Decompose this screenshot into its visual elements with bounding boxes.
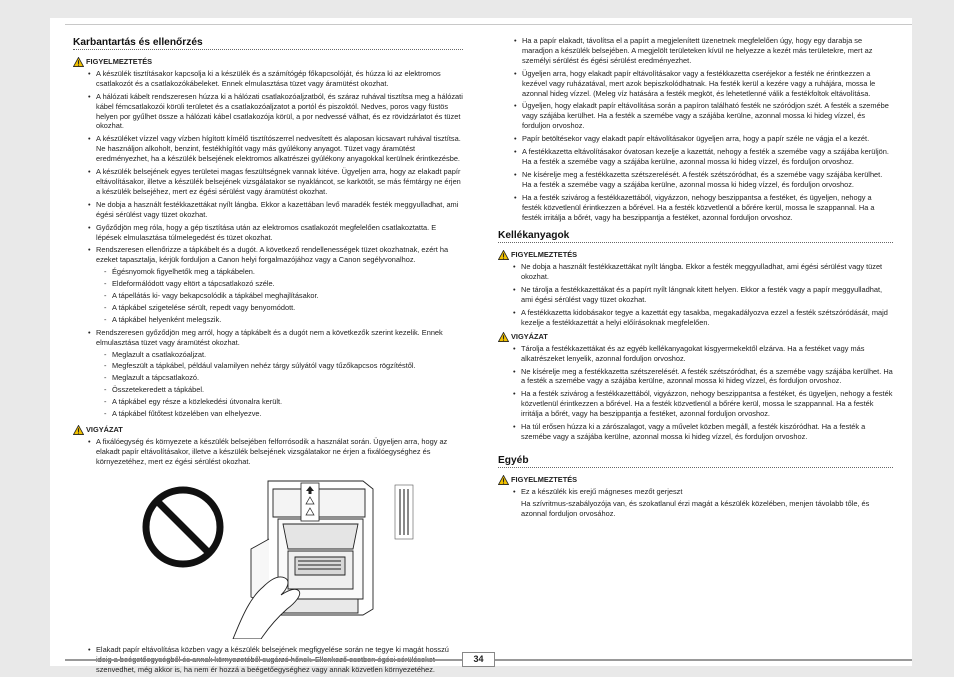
caution-triangle-icon: [498, 332, 509, 342]
list-item: • Ha a papír elakadt, távolítsa el a papírt a megjelenített üzenetnek megfelelően úgy, hogy egy darabja se maradjon a készülék belsejében. A megjelölt területeken kívül ne helyezze a kezét más területekre, mert az személyi sérülést és égési sérülést eredményezhet.: [514, 36, 893, 66]
list-item: • A fixálóegység és környezete a készülék belsejében felforrósodik a használat során. Ügyeljen arra, hogy az elakadt papír eltávolításakor, illetve a készülék belsejének vizsgálatakor ne érjen a fixálóegységhez és környezetéhez, mert ez égési sérülést okozhat.: [88, 437, 463, 467]
warning-list: [88, 69, 463, 419]
prohibition-icon: [146, 490, 220, 564]
list-item: • Ne kísérelje meg a festékkazetta szétszerelését. A festék szétszóródhat, és a szemébe vagy szájába kerülhet. Ha a festék a szemébe vagy a szájába kerülne, azonnal mossa ki hideg vízzel, és forduljon orvoshoz.: [514, 170, 893, 190]
list-item: • Ügyeljen, hogy elakadt papír eltávolítása során a papíron található festék ne szóródjon szét. A festék a szemébe vagy szájába kerülhet. Ha a festék a szemébe vagy a szájába kerülne, azonnal mossa ki hideg vízzel, és forduljon orvoshoz.: [514, 101, 893, 131]
sub-list-item: - Meglazult a tápcsatlakozó.: [104, 373, 463, 383]
caution-label: VIGYÁZAT: [86, 425, 123, 435]
list-item: • Ne dobja a használt festékkazettákat nyílt lángba. Ekkor a kazettában levő maradék festék meggyulladhat, ami égési sérülést vagy tüzet okozhat.: [88, 200, 463, 220]
sub-list-item: - Megfeszült a tápkábel, például valamilyen nehéz tárgy súlyától vagy tűzőkapcsos rögzítéstől.: [104, 361, 463, 371]
warning-label-panel: [301, 483, 319, 521]
list-item: • Ha a festék szivárog a festékkazettából, vigyázzon, nehogy beszippantsa a festéket, és ügyeljen, nehogy a festék közvetlenül érintkezzen a bőrével. Ha a festék közvetlenül a bőrére kerül, mossa le szappannal. Ha a festék irritálja a bőrét, vagy ha beszippantja a festéket, azonnal forduljon orvoshoz.: [514, 193, 893, 223]
list-item: [88, 328, 463, 419]
page-number: 34: [462, 652, 495, 667]
manual-page: [50, 18, 912, 674]
warning-triangle-icon: [73, 57, 84, 67]
warning-label: FIGYELMEZTETÉS: [86, 56, 153, 66]
list-item: • Ne kísérelje meg a festékkazetta szétszerelését. A festék szétszóródhat, és a szemébe vagy szájába kerülhet. Ha a festék a szemébe vagy a szájába kerülne, azonnal mossa ki hideg vízzel, és forduljon orvoshoz.: [513, 367, 893, 387]
sub-list: [104, 350, 463, 419]
list-item: • A festékkazetta kidobásakor tegye a kazettát egy tasakba, megakadályozva ezzel a festék szétszóródását, majd kezelje a festékkazettát a helyi előírásoknak megfelelően.: [513, 308, 893, 328]
list-item-text: Rendszeresen ellenőrizze a tápkábelt és a dugót. A következő rendellenességek tüzet okozhatnak, ezért ha ezeket tapasztalja, kérjük forduljon a Canon helyi forgalmazójához vagy a Canon segélyvonalhoz.: [96, 245, 449, 265]
section-heading-maintenance: [73, 38, 463, 50]
warning-title: [498, 250, 893, 260]
hot-fixing-unit-illustration: [73, 479, 463, 639]
sub-list-item: - Meglazult a csatlakozóaljzat.: [104, 350, 463, 360]
left-column: [73, 38, 463, 677]
sub-list: [104, 267, 463, 325]
caution-title: [73, 425, 463, 435]
list-item: • Elakadt papír eltávolítása közben vagy a készülék belsejének megfigyelése során ne tegye ki magát hosszú szenvedhet, még akkor is, ha nem ér hozzá a beégetőegységhez vagy annak közvetlen környezetéhez.: [88, 645, 463, 675]
warning-label: FIGYELMEZTETÉS: [511, 250, 578, 260]
sub-list-item: - A tápkábel helyenként melegszik.: [104, 315, 463, 325]
list-item: • A készülék tisztításakor kapcsolja ki a készülék és a számítógép főkapcsolóját, és húzza ki az elektromos csatlakozót és a csatlakozókábeleket. Ennek elmulasztása tüzet vagy áramütést okozhat.: [88, 69, 463, 89]
warning-list: [513, 487, 893, 519]
section-heading-supplies: [498, 231, 893, 243]
label-sticker: [395, 485, 413, 539]
list-item: [88, 245, 463, 324]
printer-illustration: [73, 479, 463, 639]
list-item: • Ha a festék szivárog a festékkazettából, vigyázzon, nehogy beszippantsa a festéket, és ügyeljen, nehogy a festék közvetlenül érintkezzen a bőrével. Ha a festék közvetlenül a bőrére kerül, mossa le szappannal. Ha a festék irritálja a bőrét, vagy ha beszippantja a festéket, azonnal forduljon orvoshoz.: [513, 389, 893, 419]
list-item: • Ügyeljen arra, hogy elakadt papír eltávolításakor vagy a festékkazetta cseréjekor a festék ne érintkezzen a kezével vagy ruházatával, mert azok bepiszkolódhatnak. Ha festék kerül a kezére vagy a ruhájára, mossa le azonnal hideg vízzel. (Meleg víz hatására a festék megköt, és lehetetlenné válik a festékfoltok eltávolítása.: [514, 69, 893, 99]
section-heading-other: [498, 456, 893, 468]
list-item: • A hálózati kábelt rendszeresen húzza ki a hálózati csatlakozóaljzatból, és száraz ruhával tisztítsa meg a hálózati kábel fémcsatlakozói körüli területet és a csatlakozóaljzatot a portól és piszoktól. Nedves, poros vagy füstös helyen por gyűlhet össze a hálózati kábel csatlakozója körül, a por nedvessé válhat, és ez rövidzárlatot és tüzet okozhat.: [88, 92, 463, 132]
warning-list: [513, 262, 893, 327]
right-column: [498, 36, 893, 522]
warning-triangle-icon: [498, 475, 509, 485]
sub-list-item: - A tápkábel egy része a közlekedési útvonalra került.: [104, 397, 463, 407]
sub-list-item: - Eldeformálódott vagy eltört a tápcsatlakozó széle.: [104, 279, 463, 289]
sub-list-item: - Égésnyomok figyelhetők meg a tápkábelen.: [104, 267, 463, 277]
list-item: • Ne dobja a használt festékkazettákat nyílt lángba. Ekkor a festék meggyulladhat, ami égési sérülést vagy tüzet okozhat.: [513, 262, 893, 282]
list-item-text: Ha szívritmus-szabályozója van, és szokatlanul érzi magát a készülék közelében, menjen távolabb tőle, és azonnal forduljon orvosához.: [521, 498, 870, 518]
list-item: • A festékkazetta eltávolításakor óvatosan kezelje a kazettát, nehogy a festék a szemébe vagy a szájába kerüljön. Ha a festék a szemébe vagy a szájába kerülne, azonnal mossa ki hideg vízzel, és forduljon orvoshoz.: [514, 147, 893, 167]
caution-list: [88, 437, 463, 467]
warning-triangle-icon: [498, 250, 509, 260]
warning-title: [73, 57, 463, 67]
list-item: • A készülék belsejének egyes területei magas feszültségnek vannak kitéve. Ügyeljen arra, hogy az elakadt papír eltávolításakor, illetve a készülék belsejének vizsgálatakor se nyakláncot, se karkötőt, se más fémtárgy ne érjen a készülék belsejéhez, mert ez égési sérülést vagy áramütést okozhat.: [88, 167, 463, 197]
section-heading-text: Karbantartás és ellenőrzés: [73, 37, 203, 48]
list-item: • Ne tárolja a festékkazettákat és a papírt nyílt lángnak kitett helyen. Ekkor a festék vagy a papír meggyulladhat, ami égési sérülést vagy tüzet okozhat.: [513, 285, 893, 305]
caution-list-right: [514, 36, 893, 222]
sub-list-item: - A tápkábel szigetelése sérült, repedt vagy benyomódott.: [104, 303, 463, 313]
sub-list-item: - A tápellátás ki- vagy bekapcsolódik a tápkábel meghajlításakor.: [104, 291, 463, 301]
list-item: • Papír betöltésekor vagy elakadt papír eltávolításakor ügyeljen arra, hogy a papír széle ne vágja el a kezét.: [514, 134, 893, 144]
list-item: • A készüléket vízzel vagy vízben hígított kímélő tisztítószerrel nedvesített és alaposan kicsavart ruhával tisztítsa. Ne használjon alkoholt, benzint, festékhígítót vagy más gyúlékony anyagot. Tüzet vagy áramütést eredményezhet, ha a készülék belsejének elektromos alkatrészei gyúlékony anyagokkal kerülnek érintkezésbe.: [88, 134, 463, 164]
list-item: [513, 487, 893, 519]
list-item: • Tárolja a festékkazettákat és az egyéb kellékanyagokat kisgyermekektől elzárva. Ha a festéket vagy más alkatrészeket lenyelik, azonnal forduljon orvoshoz.: [513, 344, 893, 364]
section-heading-text: Egyéb: [498, 454, 529, 466]
caution-label: VIGYÁZAT: [511, 331, 548, 341]
warning-title: [498, 475, 893, 485]
sub-list-item: - A tápkábel fűtőtest közelében van elhelyezve.: [104, 409, 463, 419]
list-item-text: Rendszeresen győződjön meg arról, hogy a tápkábelt és a dugót nem a következők szerint kezelik. Ennek elmulasztása tüzet vagy áramütést okozhat.: [96, 327, 443, 347]
caution-list: [513, 344, 893, 442]
list-item: • Ha túl erősen húzza ki a zárószalagot, vagy a művelet közben megáll, a festék kiszóródhat. Ha a festék a szemébe vagy a szájába kerülne, azonnal mossa ki hideg vízzel, és forduljon orvoshoz.: [513, 422, 893, 442]
list-item: • Győződjön meg róla, hogy a gép tisztítása után az elektromos csatlakozót megfelelően csatlakoztatta. E lépések elmulasztása túlmelegedést és tüzet okozhat.: [88, 223, 463, 243]
section-heading-text: Kellékanyagok: [498, 230, 570, 242]
caution-triangle-icon: [73, 425, 84, 435]
sub-list-item: - Összetekeredett a tápkábel.: [104, 385, 463, 395]
top-rule: [65, 24, 912, 25]
list-item-text: • Ez a készülék kis erejű mágneses mezőt gerjeszt: [521, 486, 683, 496]
warning-label: FIGYELMEZTETÉS: [511, 474, 578, 484]
caution-title: [498, 332, 893, 342]
